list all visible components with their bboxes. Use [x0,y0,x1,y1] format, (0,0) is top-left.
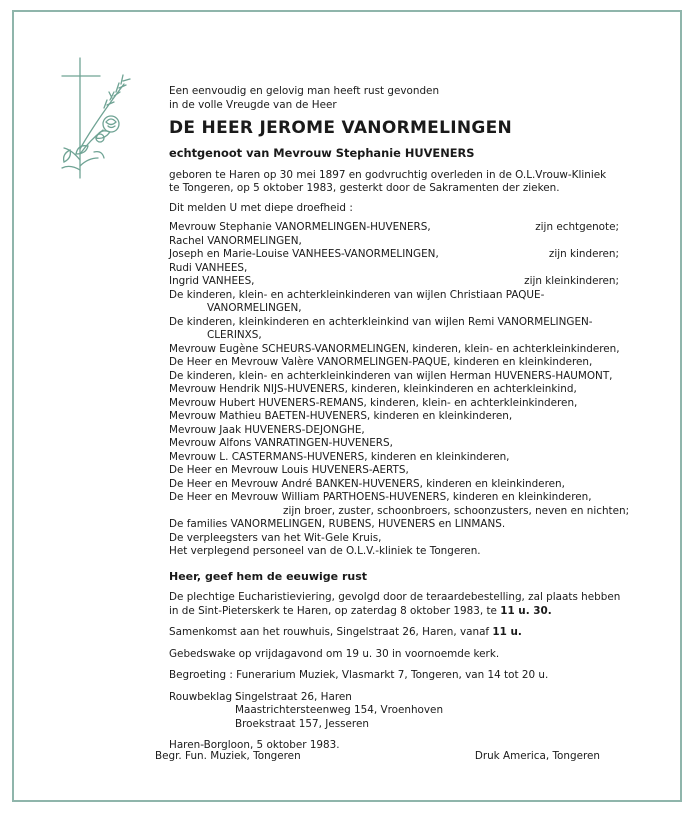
address-line: Singelstraat 26, Haren [235,690,352,703]
intro-line: Dit melden U met diepe droefheid : [169,201,353,214]
mourner-row [169,262,619,276]
place-date: Haren-Borgloon, 5 oktober 1983. [169,739,340,751]
service-time: 11 u. 30. [500,604,552,617]
mourner-row [169,221,619,235]
memorial-card [12,10,682,802]
mourner-name: Joseph en Marie-Louise VANHEES-VANORMELINGEN, [169,248,439,260]
mourner-relation: zijn kleinkinderen; [524,275,619,287]
family-line: Mevrouw Hendrik NIJS-HUVENERS, kinderen, kleinkinderen en achterkleinkind, [169,383,577,395]
service-line: De plechtige Eucharistieviering, gevolgd door de teraardebestelling, zal plaats hebben [169,591,621,603]
gathering-time: 11 u. [492,626,522,638]
spouse-line: echtgenoot van Mevrouw Stephanie HUVENERS [169,146,475,160]
mourner-row [169,248,619,262]
mourners-list [169,221,630,559]
wake-info: Gebedswake op vrijdagavond om 19 u. 30 in voornoemde kerk. [169,647,500,660]
family-line: Mevrouw Alfons VANRATINGEN-HUVENERS, [169,437,393,449]
cross-wheat-rose-icon [54,54,134,182]
service-date: in de Sint-Pieterskerk te Haren, op zaterdag 8 oktober 1983, te [169,604,501,617]
family-lines [169,288,630,559]
deceased-name: DE HEER JEROME VANORMELINGEN [169,118,513,138]
gathering-info [169,626,619,640]
footer [155,750,600,762]
condolence-label: Rouwbeklag : [169,690,239,703]
family-line: De Heer en Mevrouw Valère VANORMELINGEN-PAQUE, kinderen en kleinkinderen, [169,356,593,368]
mourner-row [169,235,619,249]
announcement-body [169,85,630,753]
lead-line: in de volle Vreugde van de Heer [169,98,337,111]
family-line: De verpleegsters van het Wit-Gele Kruis, [169,531,382,544]
address-line: Maastrichtersteenweg 154, Vroenhoven [235,704,444,716]
lead-text [169,85,619,112]
prayer-line: Heer, geef hem de eeuwige rust [169,569,368,583]
mourner-relation: zijn kinderen; [548,248,619,260]
birth-death-details [169,169,619,196]
condolence-info [169,691,619,732]
mourner-name: Ingrid VANHEES, [169,275,255,287]
family-line: CLERINXS, [207,329,262,341]
family-line: Het verplegend personeel van de O.L.V.-kliniek te Tongeren. [169,545,481,557]
mourner-row [169,275,619,289]
family-line: Mevrouw Hubert HUVENERS-REMANS, kinderen, klein- en achterkleinkinderen, [169,396,578,409]
family-line: De kinderen, klein- en achterkleinkinderen van wijlen Herman HUVENERS-HAUMONT, [169,369,613,382]
condolence-row [169,691,619,732]
service-line [169,605,619,619]
family-line: Mevrouw Mathieu BAETEN-HUVENERS, kinderen en kleinkinderen, [169,410,513,422]
details-line: geboren te Haren op 30 mei 1897 en godvruchtig overleden in de O.L.Vrouw-Kliniek [169,168,607,181]
family-line: Mevrouw Jaak HUVENERS-DEJONGHE, [169,423,365,436]
mourner-name: Rachel VANORMELINGEN, [169,234,302,247]
details-line: te Tongeren, op 5 oktober 1983, gesterkt door de Sakramenten der zieken. [169,182,560,194]
family-line: De Heer en Mevrouw Louis HUVENERS-AERTS, [169,464,409,476]
lead-line: Een eenvoudig en gelovig man heeft rust gevonden [169,85,440,97]
funeral-home-credit: Begr. Fun. Muziek, Tongeren [155,750,301,762]
family-line: De Heer en Mevrouw William PARTHOENS-HUVENERS, kinderen en kleinkinderen, [169,491,592,503]
condolence-addresses [235,691,443,732]
family-line: De kinderen, kleinkinderen en achterkleinkind van wijlen Remi VANORMELINGEN- [169,315,593,328]
gathering-text: Samenkomst aan het rouwhuis, Singelstraat 26, Haren, vanaf [169,626,493,638]
family-line: zijn broer, zuster, schoonbroers, schoonzusters, neven en nichten; [283,504,630,517]
greeting-info: Begroeting : Funerarium Muziek, Vlasmarkt 7, Tongeren, van 14 tot 20 u. [169,669,549,681]
family-line: VANORMELINGEN, [207,302,302,314]
mourner-name: Mevrouw Stephanie VANORMELINGEN-HUVENERS, [169,221,431,233]
family-line: De kinderen, klein- en achterkleinkinderen van wijlen Christiaan PAQUE- [169,288,545,301]
family-line: Mevrouw Eugène SCHEURS-VANORMELINGEN, kinderen, klein- en achterkleinkinderen, [169,342,620,355]
printer-credit: Druk America, Tongeren [474,750,600,762]
address-line: Broekstraat 157, Jesseren [235,717,369,730]
mourner-relation: zijn echtgenote; [535,221,619,233]
family-line: De families VANORMELINGEN, RUBENS, HUVENERS en LINMANS. [169,518,506,530]
service-info [169,591,619,618]
family-line: De Heer en Mevrouw André BANKEN-HUVENERS, kinderen en kleinkinderen, [169,477,565,490]
family-line: Mevrouw L. CASTERMANS-HUVENERS, kinderen en kleinkinderen, [169,450,510,463]
mourner-name: Rudi VANHEES, [169,261,248,274]
